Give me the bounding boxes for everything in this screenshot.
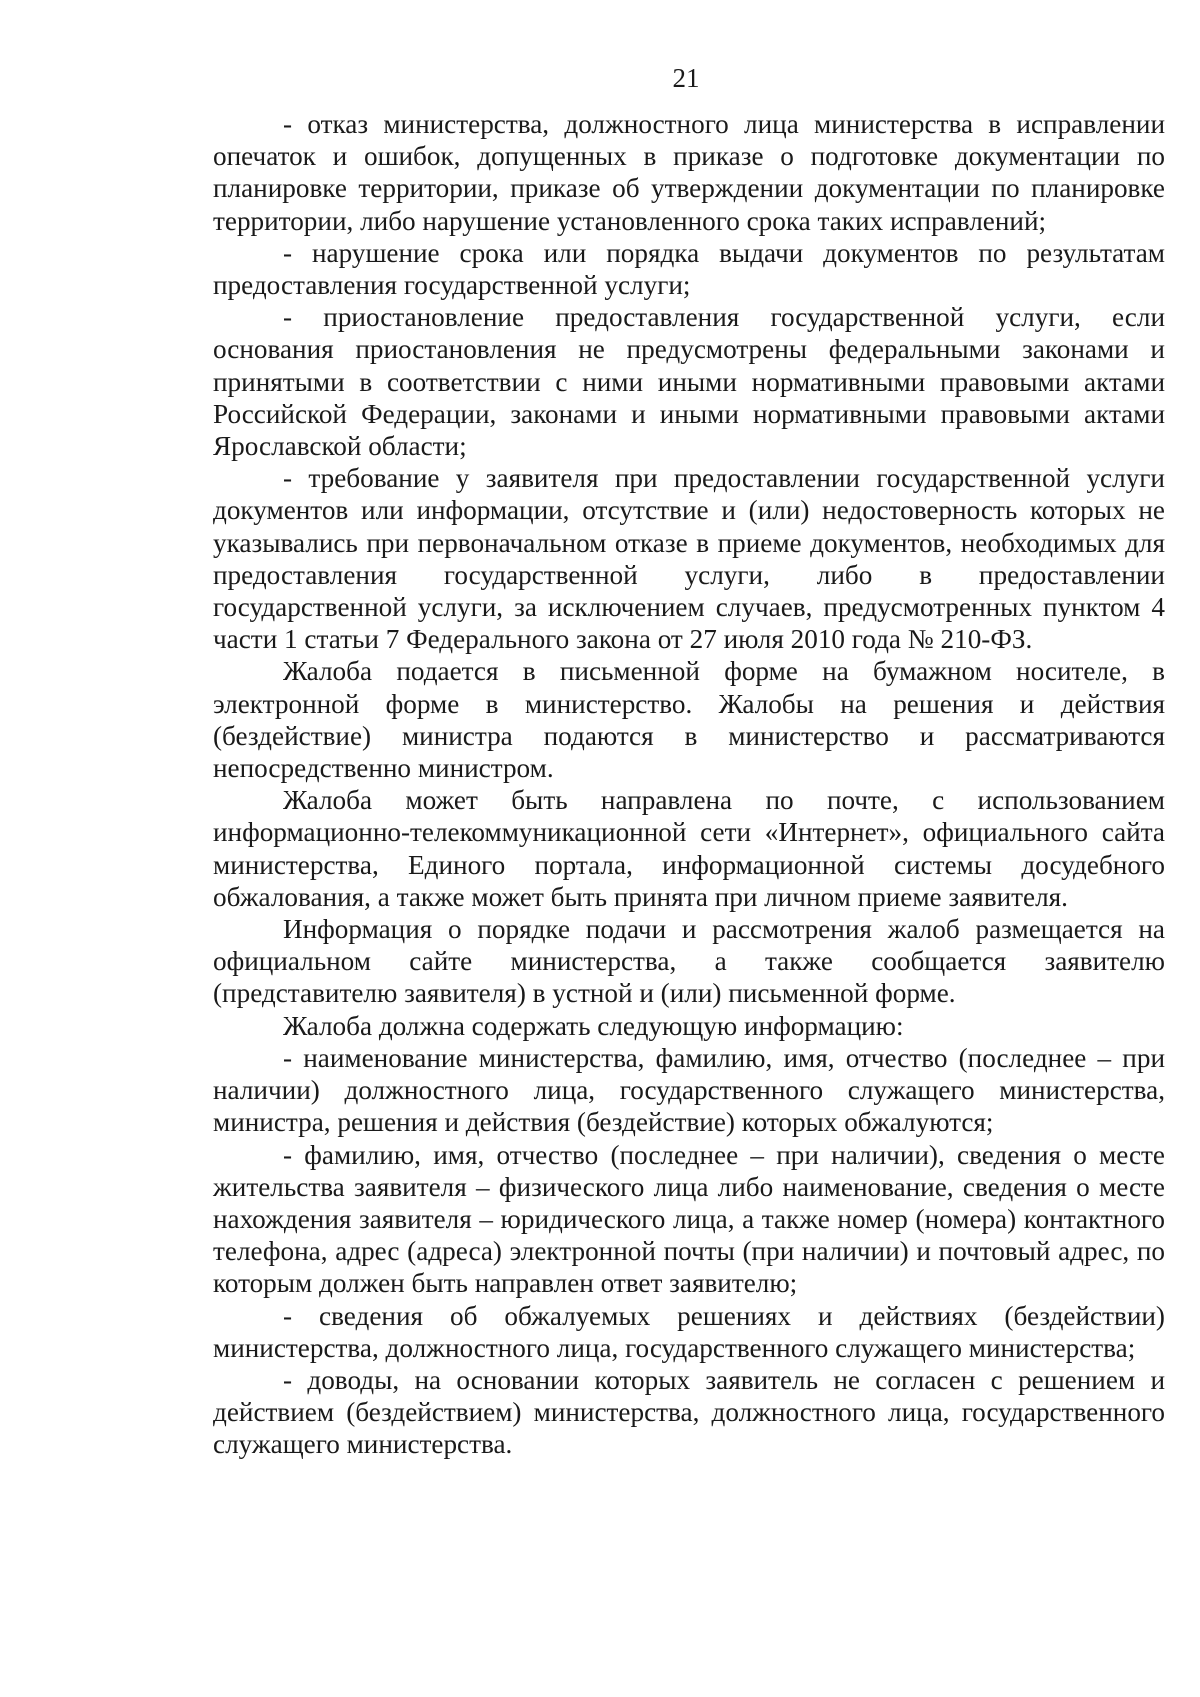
document-body [213, 108, 1165, 1461]
list-item-official-name: - наименование министерства, фамилию, имя, отчество (последнее – при наличии) должностного лица, государственного служащего министерства, министра, решения и действия (бездействие) которых обжалуются; [213, 1042, 1165, 1138]
list-item-document-demand: - требование у заявителя при предоставлении государственной услуги документов или информации, отсутствие и (или) недостоверность которых не указывались при первоначальном отказе в приеме документов, необходимых для предоставления государственной услуги, либо в предоставлении государственной услуги, за исключением случаев, предусмотренных пунктом 4 части 1 статьи 7 Федерального закона от 27 июля 2010 года № 210-ФЗ. [213, 463, 1165, 655]
list-item-arguments: - доводы, на основании которых заявитель не согласен с решением и действием (бездействием) министерства, должностного лица, государственного служащего министерства. [213, 1364, 1165, 1460]
list-item-appealed-actions: - сведения об обжалуемых решениях и действиях (бездействии) министерства, должностного лица, государственного служащего министерства; [213, 1300, 1165, 1363]
paragraph-complaint-contents-intro: Жалоба должна содержать следующую информацию: [283, 1010, 904, 1041]
page-number: 21 [672, 63, 700, 93]
list-item-suspension: - приостановление предоставления государственной услуги, если основания приостановления не предусмотрены федеральными законами и принятыми в соответствии с ними иными нормативными правовыми актами Российской Федерации, законами и иными нормативными правовыми актами Ярославской области; [213, 302, 1165, 462]
paragraph-complaint-channels: Жалоба может быть направлена по почте, с использованием информационно-телекоммуникационной сети «Интернет», официального сайта министерства, Единого портала, информационной системы досудебного обжалования, а также может быть принята при личном приеме заявителя. [213, 785, 1165, 912]
list-item-refusal-to-correct: - отказ министерства, должностного лица министерства в исправлении опечаток и ошибок, допущенных в приказе о подготовке документации по планировке территории, приказе об утверждении документации по планировке территории, либо нарушение установленного срока таких исправлений; [213, 109, 1165, 236]
paragraph-complaint-info: Информация о порядке подачи и рассмотрения жалоб размещается на официальном сайте министерства, а также сообщается заявителю (представителю заявителя) в устной и (или) письменной форме. [213, 914, 1165, 1009]
list-item-applicant-details: - фамилию, имя, отчество (последнее – при наличии), сведения о месте жительства заявителя – физического лица либо наименование, сведения о месте нахождения заявителя – юридического лица, а также номер (номера) контактного телефона, адрес (адреса) электронной почты (при наличии) и почтовый адрес, по которым должен быть направлен ответ заявителю; [213, 1139, 1165, 1299]
list-item-deadline-violation: - нарушение срока или порядка выдачи документов по результатам предоставления государственной услуги; [213, 237, 1165, 301]
paragraph-complaint-form: Жалоба подается в письменной форме на бумажном носителе, в электронной форме в министерство. Жалобы на решения и действия (бездействие) министра подаются в министерство и рассматриваются непосредственно министром. [213, 656, 1165, 784]
